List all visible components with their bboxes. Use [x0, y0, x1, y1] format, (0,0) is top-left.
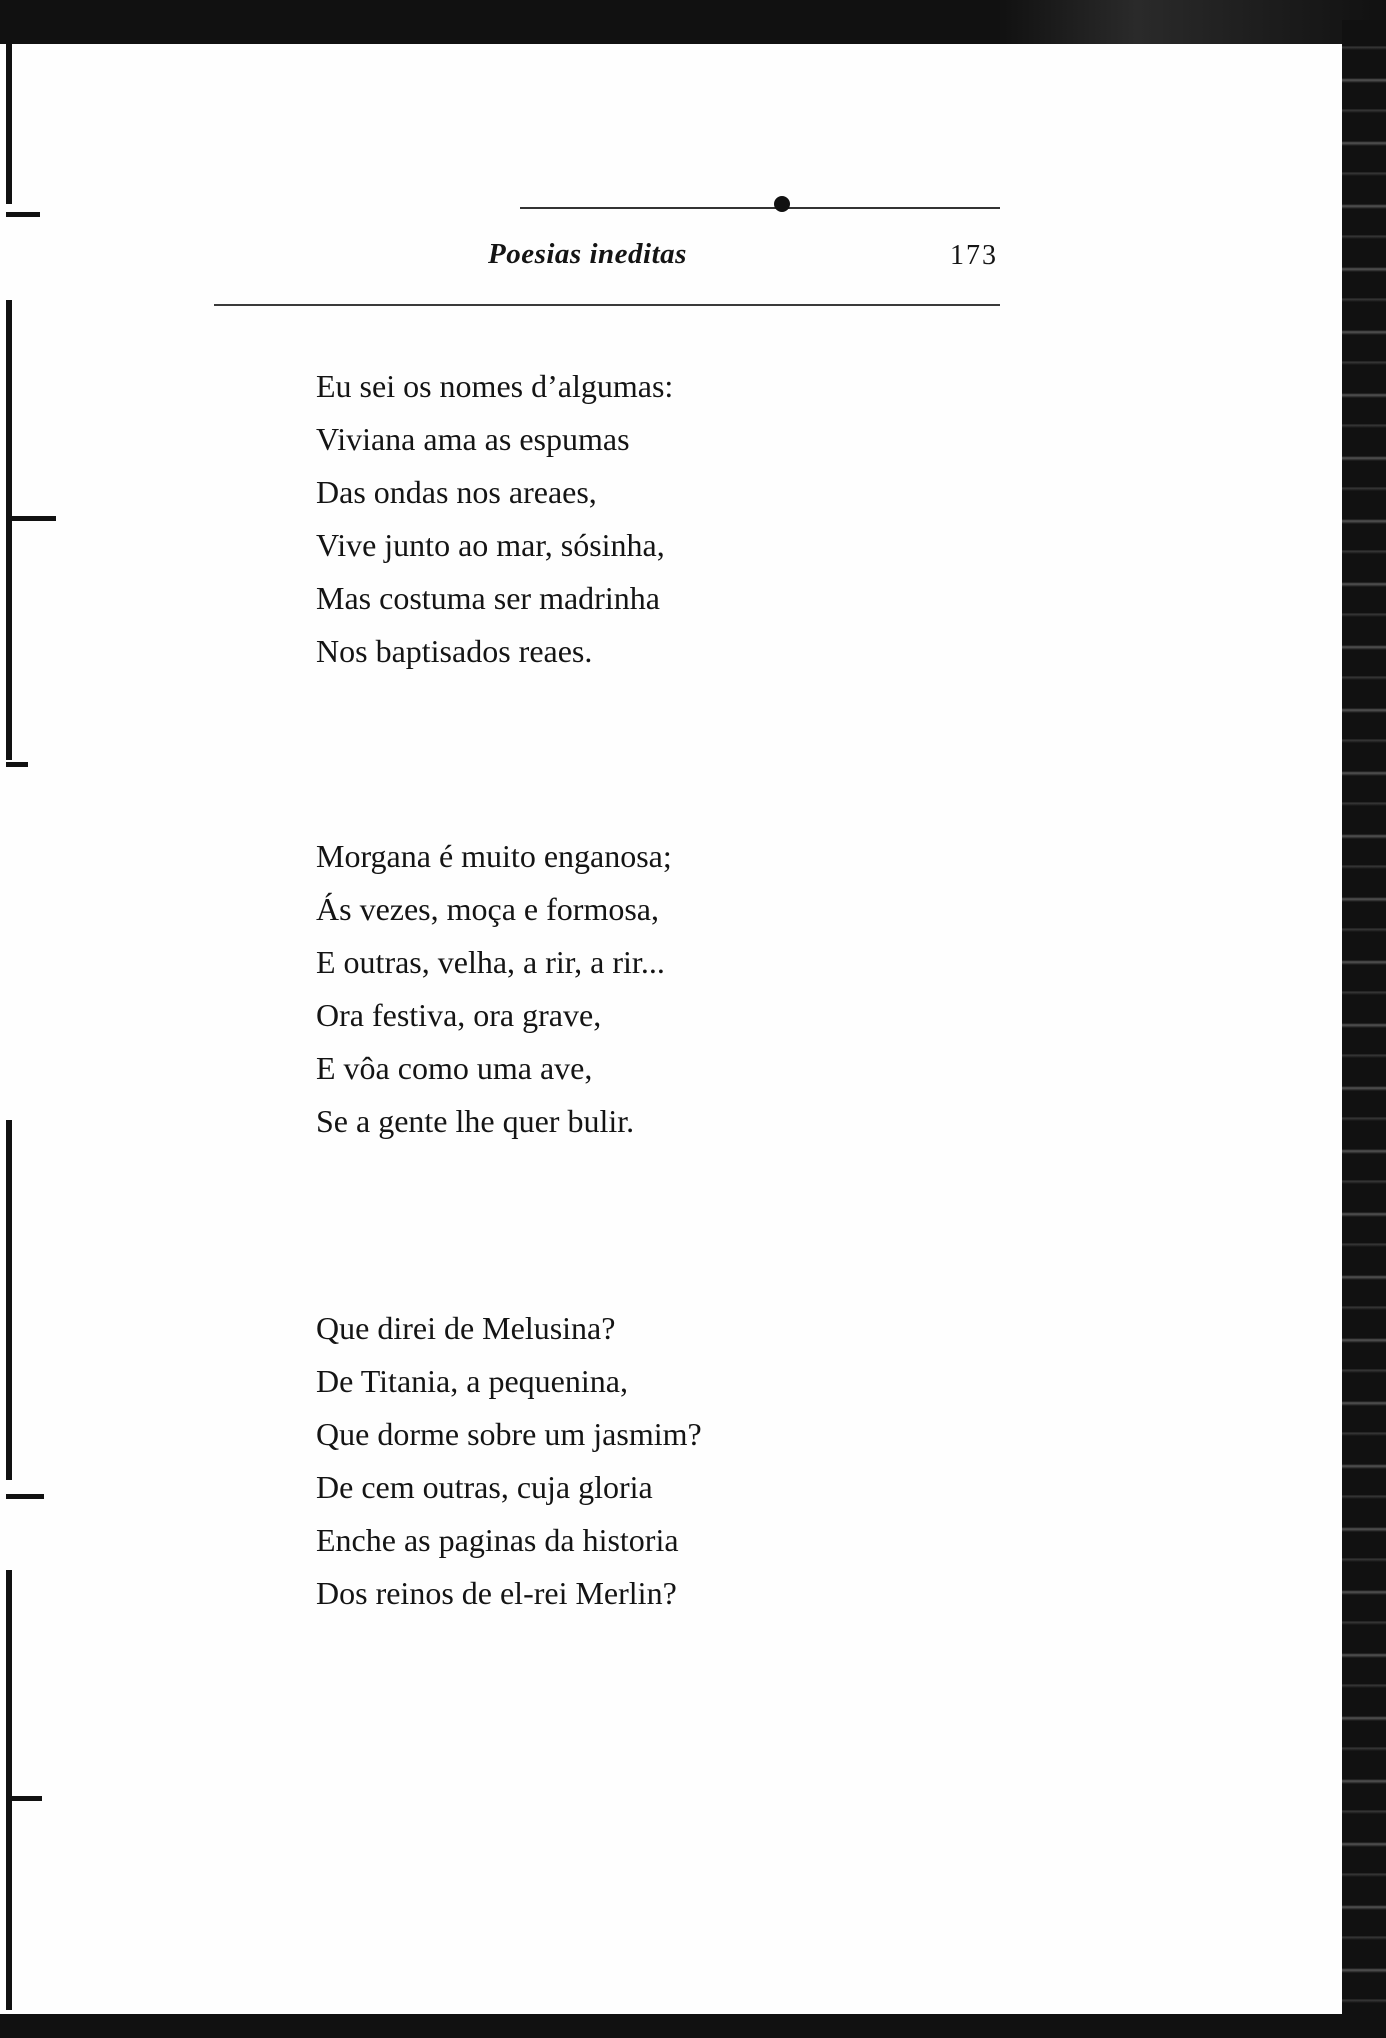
poem-line: Que direi de Melusina? [316, 1310, 616, 1346]
scan-border-tick [6, 212, 40, 217]
scan-border-right [1342, 20, 1386, 2038]
poem-line: Morgana é muito enganosa; [316, 838, 672, 874]
poem-line: E vôa como uma ave, [316, 1050, 593, 1086]
poem-line: Se a gente lhe quer bulir. [316, 1103, 635, 1139]
scan-border-left [6, 1570, 12, 2010]
poem-line: De Titania, a pequenina, [316, 1363, 628, 1399]
header-rule [214, 304, 1000, 306]
poem-line: Ás vezes, moça e formosa, [316, 891, 659, 927]
running-title: Poesias ineditas [488, 238, 687, 270]
scan-border-left [6, 1120, 12, 1480]
poem-line: Vive junto ao mar, sósinha, [316, 527, 665, 563]
header-ornament-rule [520, 207, 1000, 209]
poem-line: Mas costuma ser madrinha [316, 580, 660, 616]
stanza [316, 830, 672, 1148]
poem-line: Viviana ama as espumas [316, 421, 630, 457]
scan-border-tick [6, 516, 56, 521]
poem-line: E outras, velha, a rir, a rir... [316, 944, 665, 980]
scan-border-bottom [0, 2014, 1386, 2038]
scan-border-tick [6, 1796, 42, 1801]
poem-line: Eu sei os nomes d’algumas: [316, 368, 674, 404]
poem-line: Nos baptisados reaes. [316, 633, 593, 669]
poem-line: Enche as paginas da historia [316, 1522, 679, 1558]
poem-line: Que dorme sobre um jasmim? [316, 1416, 702, 1452]
poem-line: Dos reinos de el-rei Merlin? [316, 1575, 677, 1611]
header-ornament [774, 196, 790, 212]
page-number: 173 [950, 240, 998, 271]
stanza [316, 1302, 702, 1620]
stanza [316, 360, 673, 678]
poem-line: Das ondas nos areaes, [316, 474, 597, 510]
poem-line: De cem outras, cuja gloria [316, 1469, 653, 1505]
poem-line: Ora festiva, ora grave, [316, 997, 602, 1033]
scan-border-tick [6, 1494, 44, 1499]
scan-border-tick [6, 762, 28, 767]
scan-border-left [6, 44, 12, 204]
scan-border-top [0, 0, 1386, 44]
scan-border-left [6, 300, 12, 760]
